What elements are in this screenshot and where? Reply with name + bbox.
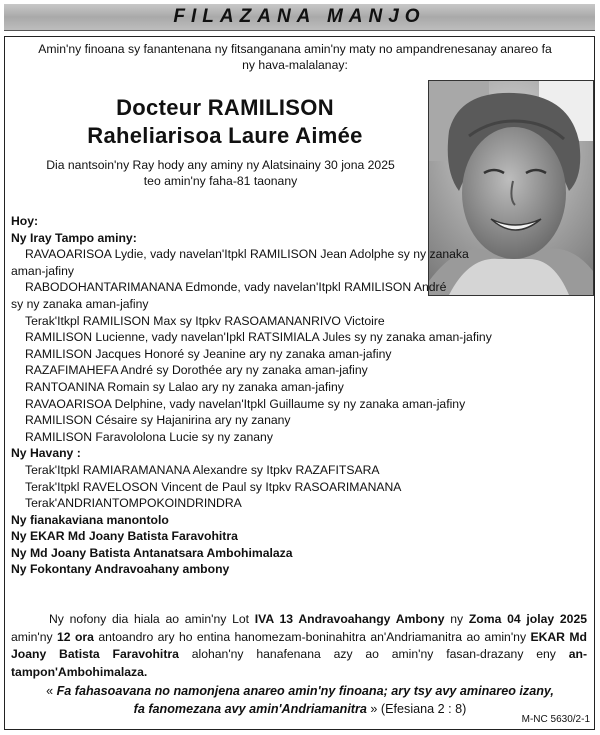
list-item: RANTOANINA Romain sy Lalao ary ny zanaka aman-jafiny <box>25 379 344 394</box>
bible-quote <box>25 683 575 718</box>
other-mourner: Ny Md Joany Batista Antanatsara Ambohimalaza <box>11 545 293 560</box>
notice-text: amin'ny <box>11 629 58 644</box>
list-item: Terak'Itpkl RAMIARAMANANA Alexandre sy Itpkv RAZAFITSARA <box>25 462 380 477</box>
notice-text: antoandro ary ho entina hanomezam-boninahitra an'Andriamanitra ao amin'ny <box>93 629 531 644</box>
list-item: RAMILISON Césaire sy Hajanirina ary ny zanany <box>25 413 291 428</box>
notice-text: ny <box>444 612 469 626</box>
deceased-full-name: Raheliarisoa Laure Aimée <box>87 123 363 148</box>
list-item: RAZAFIMAHEFA André sy Dorothée ary ny zanaka aman-jafiny <box>25 363 368 378</box>
list-item: RAMILISON Faravololona Lucie sy ny zanany <box>25 429 273 444</box>
notice-lot: IVA 13 Andravoahangy Ambony <box>254 612 445 626</box>
other-mourner: Ny Fokontany Andravoahany ambony <box>11 562 230 577</box>
other-mourner: Ny fianakaviana manontolo <box>11 512 169 527</box>
notice-text: Ny nofony dia hiala ao amin'ny Lot <box>49 612 255 626</box>
notice-time: 12 ora <box>57 629 94 644</box>
funeral-notice <box>11 611 587 681</box>
quote-line2: fa fanomezana avy amin'Andriamanitra <box>133 701 367 716</box>
notice-place: an-tampon'Ambohimalaza. <box>11 647 588 679</box>
list-item: RAVAOARISOA Delphine, vady navelan'Itpkl Guillaume sy ny zanaka aman-jafiny <box>25 396 466 411</box>
other-mourner: Ny EKAR Md Joany Batista Faravohitra <box>11 529 238 544</box>
list-item: Terak'Itkpl RAMILISON Max sy Itpkv RASOAMANANRIVO Victoire <box>25 313 385 328</box>
obituary-notice <box>4 4 595 730</box>
list-item: sy ny zanaka aman-jafiny <box>11 296 149 311</box>
quote-source: » (Efesiana 2 : 8) <box>366 701 467 716</box>
list-item: aman-jafiny <box>11 263 74 278</box>
family-list <box>11 213 591 578</box>
list-item: Terak'Itpkl RAVELOSON Vincent de Paul sy Itpkv RASOARIMANANA <box>25 479 402 494</box>
list-item: Terak'ANDRIANTOMPOKOINDRINDRA <box>25 496 242 511</box>
deceased-title-name: Docteur RAMILISON <box>116 95 334 120</box>
quote-open: « <box>46 684 57 698</box>
havany-heading: Ny Havany : <box>11 446 81 461</box>
list-item: RAMILISON Lucienne, vady navelan'Ipkl RATSIMIALA Jules sy ny zanaka aman-jafiny <box>25 330 492 345</box>
notice-banner: FILAZANA MANJO <box>4 4 595 31</box>
iray-tampo-heading: Ny Iray Tampo aminy: <box>11 230 137 245</box>
list-item: RABODOHANTARIMANANA Edmonde, vady navelan'Itpkl RAMILISON André <box>25 280 447 295</box>
notice-church: EKAR Md Joany Batista Faravohitra <box>11 629 587 661</box>
quote-line1: Fa fahasoavana no namonjena anareo amin'ny finoana; ary tsy avy aminareo izany, <box>56 684 554 698</box>
death-info <box>23 157 418 189</box>
death-age: teo amin'ny faha-81 taonany <box>143 174 298 188</box>
hoy-label: Hoy: <box>11 214 39 228</box>
list-item: RAMILISON Jacques Honoré sy Jeanine ary ny zanaka aman-jafiny <box>25 346 392 361</box>
reference-code: M-NC 5630/2-1 <box>521 714 590 725</box>
notice-date: Zoma 04 jolay 2025 <box>468 612 588 626</box>
intro-text: Amin'ny finoana sy fanantenana ny fitsanganana amin'ny maty no ampandrenesanay anareo fa ny hava-malalanay: <box>38 42 552 72</box>
notice-text: alohan'ny hanafenana azy ao amin'ny fasan-drazany eny <box>178 647 569 661</box>
list-item: RAVAOARISOA Lydie, vady navelan'Itpkl RAMILISON Jean Adolphe sy ny zanaka <box>25 247 469 262</box>
death-date: Dia nantsoin'ny Ray hody any aminy ny Alatsinainy 30 jona 2025 <box>46 158 395 172</box>
notice-body <box>4 36 595 730</box>
